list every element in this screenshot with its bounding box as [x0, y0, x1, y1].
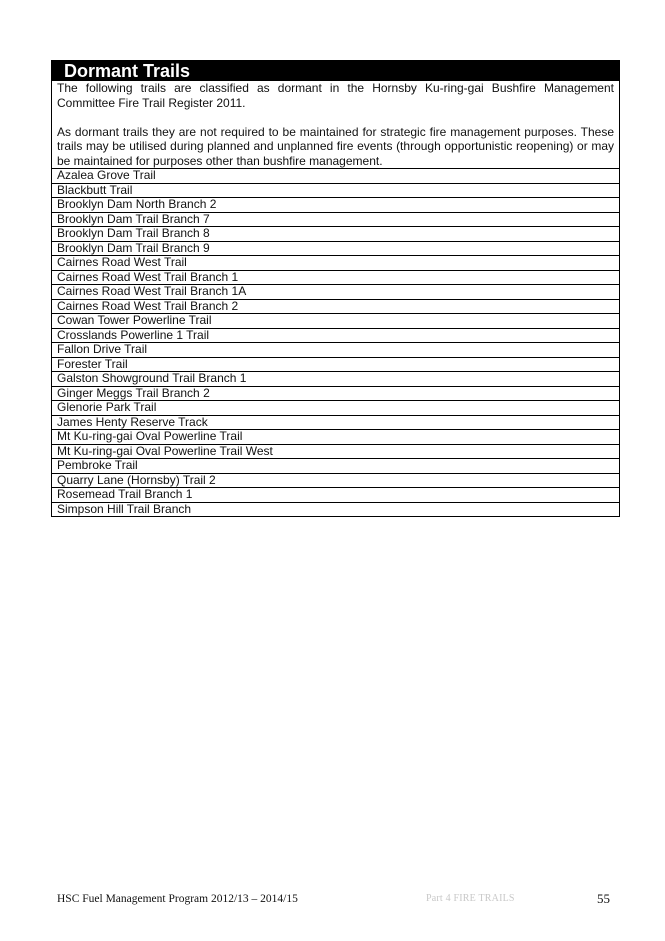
trail-row: Glenorie Park Trail [52, 401, 619, 416]
trail-list [52, 169, 619, 516]
trail-row: Cairnes Road West Trail Branch 1 [52, 271, 619, 286]
section-title: Dormant Trails [52, 61, 619, 81]
trail-row: Mt Ku-ring-gai Oval Powerline Trail [52, 430, 619, 445]
trail-row: James Henty Reserve Track [52, 416, 619, 431]
trail-row: Crosslands Powerline 1 Trail [52, 329, 619, 344]
trail-row: Quarry Lane (Hornsby) Trail 2 [52, 474, 619, 489]
page-footer [57, 893, 610, 907]
intro-paragraph-2: As dormant trails they are not required to be maintained for strategic fire management purposes. These trails may be utilised during planned and unplanned fire events (through opportunistic reopening) or may be maintained for purposes other than bushfire management. [57, 124, 614, 168]
trail-row: Galston Showground Trail Branch 1 [52, 372, 619, 387]
trail-row: Simpson Hill Trail Branch [57, 501, 192, 516]
intro-paragraph-1: The following trails are classified as dormant in the Hornsby Ku-ring-gai Bushfire Management Committee Fire Trail Register 2011. [57, 81, 614, 110]
trail-row: Forester Trail [52, 358, 619, 373]
trail-row: Brooklyn Dam Trail Branch 9 [52, 242, 619, 257]
trail-row: Cowan Tower Powerline Trail [52, 314, 619, 329]
trail-row: Brooklyn Dam North Branch 2 [52, 198, 619, 213]
page-number: 55 [597, 891, 610, 906]
trail-row: Cairnes Road West Trail Branch 1A [52, 285, 619, 300]
dormant-trails-table [51, 60, 620, 517]
trail-row: Cairnes Road West Trail [52, 256, 619, 271]
intro-text [52, 81, 619, 169]
footer-program-title: HSC Fuel Management Program 2012/13 – 2014/15 [57, 893, 298, 905]
trail-row: Cairnes Road West Trail Branch 2 [52, 300, 619, 315]
trail-row: Pembroke Trail [52, 459, 619, 474]
trail-row: Brooklyn Dam Trail Branch 7 [52, 213, 619, 228]
trail-row: Blackbutt Trail [52, 184, 619, 199]
footer-section-label: Part 4 FIRE TRAILS [426, 893, 515, 904]
trail-row: Rosemead Trail Branch 1 [52, 488, 619, 503]
trail-row: Azalea Grove Trail [52, 169, 619, 184]
trail-row: Brooklyn Dam Trail Branch 8 [52, 227, 619, 242]
trail-row: Fallon Drive Trail [52, 343, 619, 358]
trail-row: Ginger Meggs Trail Branch 2 [52, 387, 619, 402]
trail-row: Mt Ku-ring-gai Oval Powerline Trail West [52, 445, 619, 460]
